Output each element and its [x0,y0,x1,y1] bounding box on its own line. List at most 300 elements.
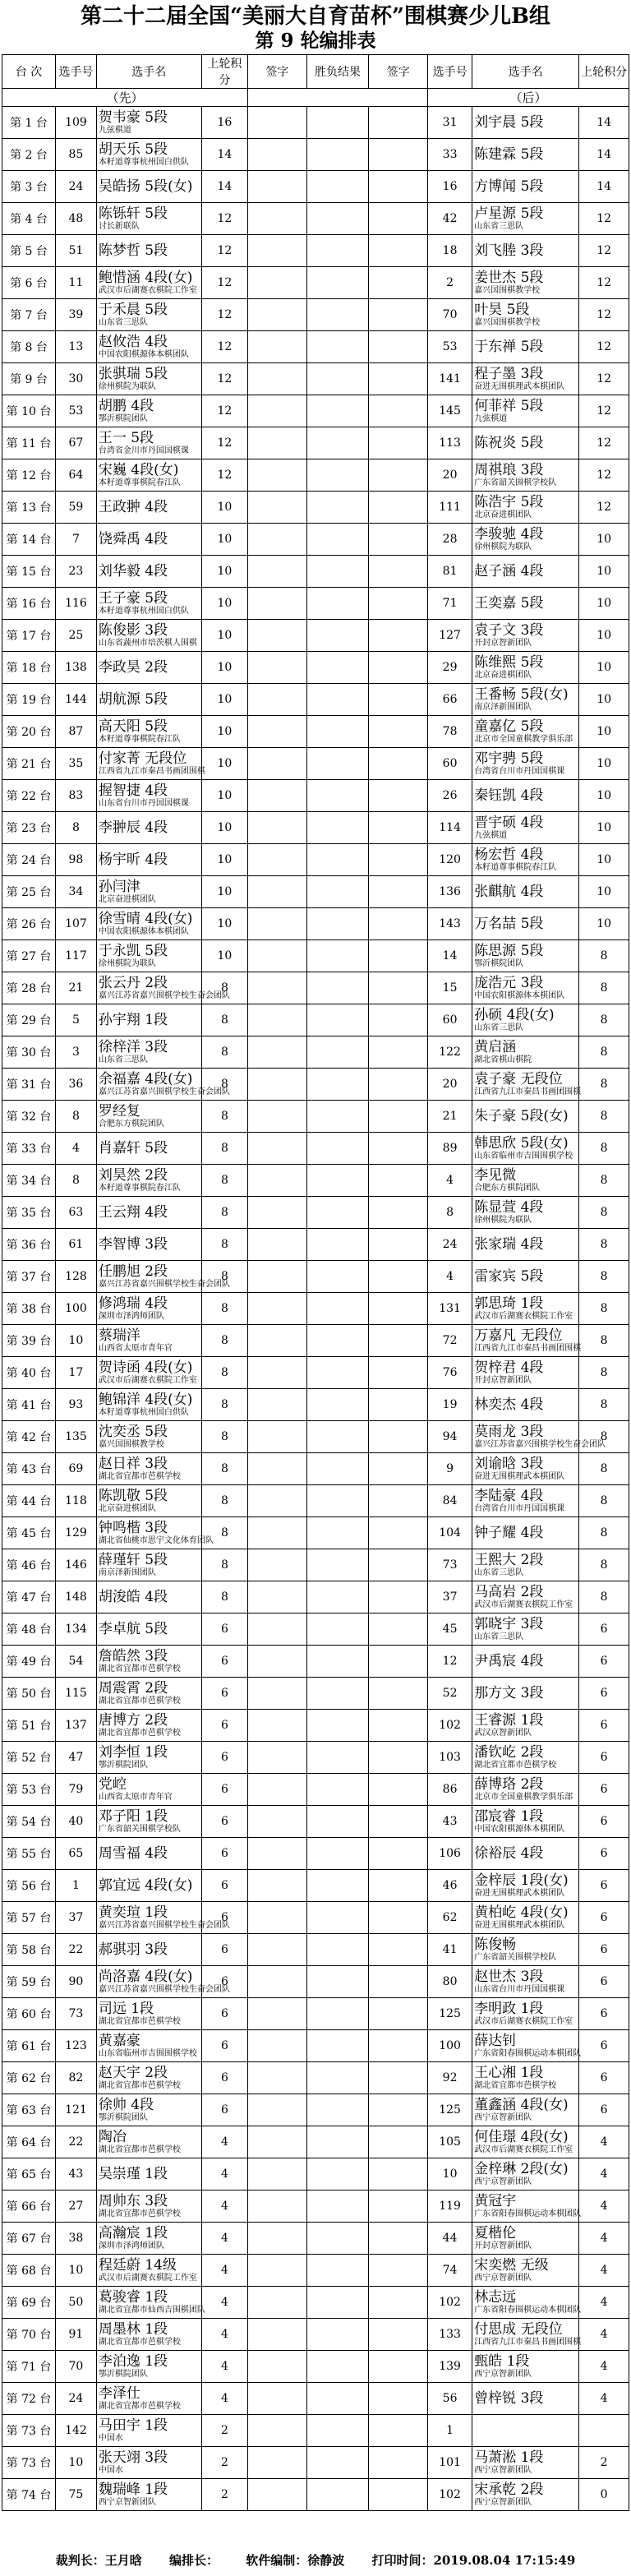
player-b-number: 26 [428,780,472,812]
player-name: 夏楷伦 [474,2224,517,2241]
sign-b [369,972,428,1004]
sign-a [248,844,307,876]
player-name: 任鹏旭 2段 [98,1263,168,1280]
table-row [2,908,629,940]
table-row [2,2255,629,2287]
player-a [96,1581,201,1613]
player-a [96,1389,201,1421]
player-b-points: 8 [579,972,629,1004]
player-b [472,459,579,492]
player-name: 周墨林 1段 [98,2320,168,2338]
result [306,363,369,395]
player-b-number: 43 [428,1806,472,1838]
table-row [2,1678,629,1710]
player-a-number: 144 [56,684,97,716]
player-name: 王睿源 1段 [474,1711,544,1729]
player-b-number: 73 [428,1549,472,1581]
player-a-number: 8 [56,812,97,844]
side-second: （后） [428,89,629,107]
player-a [96,1678,201,1710]
footer-print-time: 打印时间：2019.08.04 17:15:49 [371,2553,576,2568]
player-a-points: 8 [201,1036,247,1069]
table-row [2,1581,629,1613]
result [306,1389,369,1421]
player-a-points: 4 [201,2351,247,2383]
player-b-points: 10 [579,908,629,940]
player-b-points: 10 [579,748,629,780]
sign-b [369,2062,428,2094]
header-row [2,55,629,89]
player-name: 刘宇晨 5段 [474,113,544,131]
table-row [2,748,629,780]
side-row [2,89,629,107]
table-number: 第 65 台 [2,2158,56,2191]
sign-b [369,427,428,459]
player-a-number: 117 [56,940,97,972]
sign-b [369,171,428,203]
sign-a [248,1774,307,1806]
result [306,1838,369,1870]
table-row [2,2415,629,2447]
player-b-points: 8 [579,1549,629,1581]
player-b [472,1101,579,1133]
sign-a [248,331,307,363]
player-name: 李卓航 5段 [98,1620,168,1637]
table-number: 第 19 台 [2,684,56,716]
sign-a [248,2383,307,2415]
player-name: 郭宜远 4段(女) [98,1877,193,1894]
player-a-points: 8 [201,1133,247,1165]
player-b-points: 10 [579,556,629,588]
player-b [472,1742,579,1774]
player-name: 黄嘉豪 [98,2032,140,2049]
player-b-points: 6 [579,1742,629,1774]
player-a-points: 16 [201,107,247,139]
player-b-number: 70 [428,299,472,331]
team-name: 武汉市后湖赛衣棋院工作室 [98,2273,197,2283]
table-number: 第 54 台 [2,1806,56,1838]
player-name: 董鑫涵 4段(女) [474,2096,569,2113]
player-a-number: 13 [56,331,97,363]
sign-b [369,748,428,780]
player-a [96,876,201,908]
player-b [472,235,579,267]
player-name: 薛瑾轩 5段 [98,1551,168,1568]
sign-a [248,1613,307,1646]
player-b-number: 31 [428,107,472,139]
sign-b [369,2415,428,2447]
player-b-number: 92 [428,2062,472,2094]
sign-a [248,1325,307,1357]
team-name: 西宁京智新团队 [98,2497,156,2507]
player-a [96,1165,201,1197]
player-name: 甄皓 1段 [474,2352,530,2370]
player-name: 李翀辰 4段 [98,819,168,836]
team-name: 广东省阳春围棋运动本棋团队 [474,2048,582,2058]
player-b-number: 143 [428,908,472,940]
player-a-points: 4 [201,2287,247,2319]
player-b-points: 6 [579,2030,629,2062]
player-b-points: 12 [579,203,629,235]
player-name: 徐裕辰 4段 [474,1844,544,1862]
player-a [96,2415,201,2447]
team-name: 九弦棋道 [98,125,131,135]
player-b-number: 29 [428,652,472,684]
table-number: 第 25 台 [2,876,56,908]
table-number: 第 3 台 [2,171,56,203]
table-number: 第 9 台 [2,363,56,395]
team-name: 中国农阳棋源体本棋团队 [98,926,189,936]
result [306,139,369,171]
result [306,940,369,972]
player-a-points: 10 [201,780,247,812]
player-a [96,716,201,748]
player-a [96,2351,201,2383]
player-b [472,427,579,459]
sign-b [369,1485,428,1517]
team-name: 合肥东方棋院团队 [98,1119,164,1129]
result [306,812,369,844]
player-b [472,1357,579,1389]
team-name: 武汉市后湖赛衣棋院工作室 [98,285,197,295]
player-a-points: 6 [201,1870,247,1902]
player-a-points: 10 [201,620,247,652]
player-b [472,2255,579,2287]
player-name: 黄奕瑄 1段 [98,1904,168,1921]
player-name: 胡浚皓 4段 [98,1588,168,1605]
player-name: 韩思欣 5段(女) [474,1134,569,1152]
table-number: 第 36 台 [2,1229,56,1261]
sign-a [248,748,307,780]
player-a-number: 64 [56,459,97,492]
player-b-points: 12 [579,235,629,267]
sign-b [369,2287,428,2319]
player-name: 胡鹏 4段 [98,397,154,414]
player-a [96,524,201,556]
player-b-number: 94 [428,1421,472,1453]
result [306,972,369,1004]
team-name: 广东省阳春围棋运动本棋团队 [474,2305,582,2315]
player-b-points: 2 [579,2447,629,2479]
table-row [2,1613,629,1646]
player-b-points: 12 [579,267,629,299]
player-a-number: 25 [56,620,97,652]
player-a-points: 6 [201,1613,247,1646]
table-row [2,2351,629,2383]
sign-b [369,876,428,908]
player-name: 曾梓锐 3段 [474,2389,544,2407]
table-number: 第 37 台 [2,1261,56,1293]
player-b-number: 10 [428,2158,472,2191]
team-name: 江西省九江市秦昌书画团围棋 [474,2337,582,2347]
player-a-number: 63 [56,1197,97,1229]
table-row [2,2191,629,2223]
table-row [2,1485,629,1517]
player-b [472,2223,579,2255]
player-name: 邓宇骋 5段 [474,750,544,767]
team-name: 奋进无围棋理武本棋团队 [474,1888,565,1898]
player-b [472,1036,579,1069]
result [306,2319,369,2351]
player-b-points: 10 [579,588,629,620]
player-a-number: 142 [56,2415,97,2447]
player-name: 邓子阳 1段 [98,1807,168,1825]
table-number: 第 47 台 [2,1581,56,1613]
result [306,1325,369,1357]
team-name: 武汉市后湖赛衣棋院工作室 [474,1600,573,1609]
team-name: 开封京智新团队 [474,1375,532,1385]
player-name: 万嘉凡 无段位 [474,1327,563,1344]
player-name: 高天阳 5段 [98,718,168,735]
player-a-points: 8 [201,1069,247,1101]
player-b [472,1806,579,1838]
player-b-points: 4 [579,2319,629,2351]
player-a [96,1004,201,1036]
player-b-points: 10 [579,780,629,812]
player-b-number: 145 [428,395,472,427]
sign-b [369,1357,428,1389]
player-name: 周雪福 4段 [98,1844,168,1862]
player-name: 司远 1段 [98,2000,154,2017]
result [306,1710,369,1742]
player-b-points: 6 [579,1678,629,1710]
player-a-number: 107 [56,908,97,940]
player-name: 修鸿瑞 4段 [98,1295,168,1312]
player-b-points: 6 [579,1613,629,1646]
sign-a [248,2255,307,2287]
sign-a [248,459,307,492]
player-name: 庞浩元 3段 [474,974,544,991]
player-a-number: 51 [56,235,97,267]
team-name: 北京奋进棋团队 [474,510,532,519]
result [306,331,369,363]
player-a-points: 10 [201,652,247,684]
player-a [96,748,205,780]
sign-a [248,427,307,459]
player-a-number: 100 [56,1293,97,1325]
table-row [2,1902,629,1934]
sign-b [369,1581,428,1613]
sign-b [369,2158,428,2191]
player-b-number: 21 [428,1101,472,1133]
result [306,1036,369,1069]
player-a-points: 12 [201,331,247,363]
sign-a [248,1838,307,1870]
player-b [472,588,579,620]
player-b-number: 74 [428,2255,472,2287]
table-number: 第 44 台 [2,1485,56,1517]
player-name: 金梓琳 2段(女) [474,2160,569,2177]
player-b [472,107,579,139]
player-name: 张云丹 2段 [98,974,168,991]
sign-a [248,235,307,267]
table-number: 第 53 台 [2,1774,56,1806]
team-name: 南京泽新围团队 [98,1567,156,1577]
team-name: 武汉市后湖赛衣棋院工作室 [474,1311,573,1321]
player-a [96,620,201,652]
player-b [472,556,579,588]
result [306,652,369,684]
player-a [96,1101,201,1133]
table-row [2,1004,629,1036]
player-a-number: 3 [56,1036,97,1069]
player-a-number: 1 [56,1870,97,1902]
result [306,684,369,716]
player-b [472,684,579,716]
player-b-number: 19 [428,1389,472,1421]
player-a-points: 10 [201,748,247,780]
table-number: 第 71 台 [2,2351,56,2383]
player-a-points: 6 [201,2094,247,2126]
table-row [2,588,629,620]
sign-b [369,2319,428,2351]
player-name: 刘李恒 1段 [98,1743,168,1761]
player-b [472,1646,579,1678]
table-number: 第 21 台 [2,748,56,780]
result [306,1934,369,1966]
sign-a [248,1293,307,1325]
player-b [472,2287,582,2319]
sign-a [248,1069,307,1101]
team-name: 中国水 [98,2433,123,2443]
table-row [2,652,629,684]
player-a-points: 6 [201,1934,247,1966]
result [306,844,369,876]
table-row [2,1069,629,1101]
player-name: 杨宇昕 4段 [98,851,168,868]
player-b-points: 6 [579,1774,629,1806]
sign-a [248,1357,307,1389]
team-name: 嘉兴江苏省嘉兴围棋学校生奋会团队 [98,1087,230,1096]
team-name: 武汉市后湖赛衣棋院工作室 [98,1375,197,1385]
player-name: 陈浩宇 5段 [474,493,544,510]
player-name: 余福嘉 4段(女) [98,1070,193,1087]
player-b-points: 6 [579,1902,629,1934]
result [306,2094,369,2126]
player-b-number: 89 [428,1133,472,1165]
player-a-points: 12 [201,235,247,267]
table-number: 第 41 台 [2,1389,56,1421]
player-b [472,1549,579,1581]
player-b [472,2319,582,2351]
player-b [472,1838,579,1870]
player-name: 鲍锦洋 4段(女) [98,1391,193,1408]
sign-a [248,1261,307,1293]
table-row [2,1133,629,1165]
player-b-points: 6 [579,1998,629,2030]
player-a [96,331,201,363]
player-a [96,1549,201,1581]
header-prev-points: 上轮积分 [201,55,247,89]
player-name: 林奕杰 4段 [474,1396,544,1413]
player-b-points: 6 [579,2094,629,2126]
player-a-points: 4 [201,2319,247,2351]
result [306,235,369,267]
player-a [96,1902,230,1934]
player-a-points: 8 [201,1101,247,1133]
player-b-points: 12 [579,459,629,492]
table-row [2,395,629,427]
player-name: 徐帅 4段 [98,2096,154,2113]
player-a-points: 12 [201,427,247,459]
player-a-points: 4 [201,2158,247,2191]
player-name: 贺韦豪 5段 [98,108,168,126]
table-number: 第 57 台 [2,1902,56,1934]
player-name: 郝骐羽 3段 [98,1941,168,1958]
result [306,427,369,459]
sign-a [248,812,307,844]
player-b [472,492,579,524]
header-player-name-b: 选手名 [472,55,579,89]
player-name: 赵攸浩 4段 [98,333,168,350]
table-number: 第 46 台 [2,1549,56,1581]
sign-b [369,1004,428,1036]
sign-b [369,1421,428,1453]
player-name: 詹皓然 3段 [98,1647,168,1664]
team-name: 本籽道尊事杭州国白供队 [98,157,189,167]
player-a-number: 134 [56,1613,97,1646]
player-name: 张家瑞 4段 [474,1235,544,1253]
table-number: 第 7 台 [2,299,56,331]
player-b [472,2479,579,2511]
player-a [96,2447,201,2479]
player-name: 李智博 3段 [98,1235,168,1253]
team-name: 鄂沂棋院团队 [98,1760,148,1770]
player-a-points: 8 [201,1229,247,1261]
player-a-points: 8 [201,1389,247,1421]
sign-b [369,1133,428,1165]
result [306,1581,369,1613]
sign-a [248,2030,307,2062]
player-name: 王云翔 4段 [98,1203,168,1221]
table-row [2,2030,629,2062]
player-b [472,620,579,652]
player-a-points: 8 [201,1421,247,1453]
player-b-points: 6 [579,1966,629,1998]
table-row [2,1517,629,1549]
team-name: 北京奋进棋团队 [98,894,156,904]
result [306,2479,369,2511]
table-number: 第 2 台 [2,139,56,171]
sign-a [248,1004,307,1036]
sign-a [248,780,307,812]
player-name: 陈铄轩 5段 [98,205,168,222]
table-row [2,1421,629,1453]
player-a-number: 61 [56,1229,97,1261]
table-row [2,556,629,588]
player-b [472,1998,579,2030]
player-name: 徐雪晴 4段(女) [98,910,193,927]
team-name: 本籽道尊事棋院春江队 [98,478,181,487]
player-a-number: 118 [56,1485,97,1517]
player-a-number: 17 [56,1357,97,1389]
sign-a [248,1165,307,1197]
table-number: 第 73 台 [2,2447,56,2479]
player-b-points: 12 [579,492,629,524]
player-a [96,1870,201,1902]
sign-a [248,1036,307,1069]
result [306,492,369,524]
player-a [96,1806,201,1838]
player-name: 薛达钊 [474,2032,517,2049]
player-b-points: 10 [579,684,629,716]
result [306,1004,369,1036]
player-b-number: 9 [428,1453,472,1485]
player-a-number: 115 [56,1678,97,1710]
player-b-number: 46 [428,1870,472,1902]
player-a-points: 10 [201,812,247,844]
player-name: 王心湘 1段 [474,2064,544,2081]
